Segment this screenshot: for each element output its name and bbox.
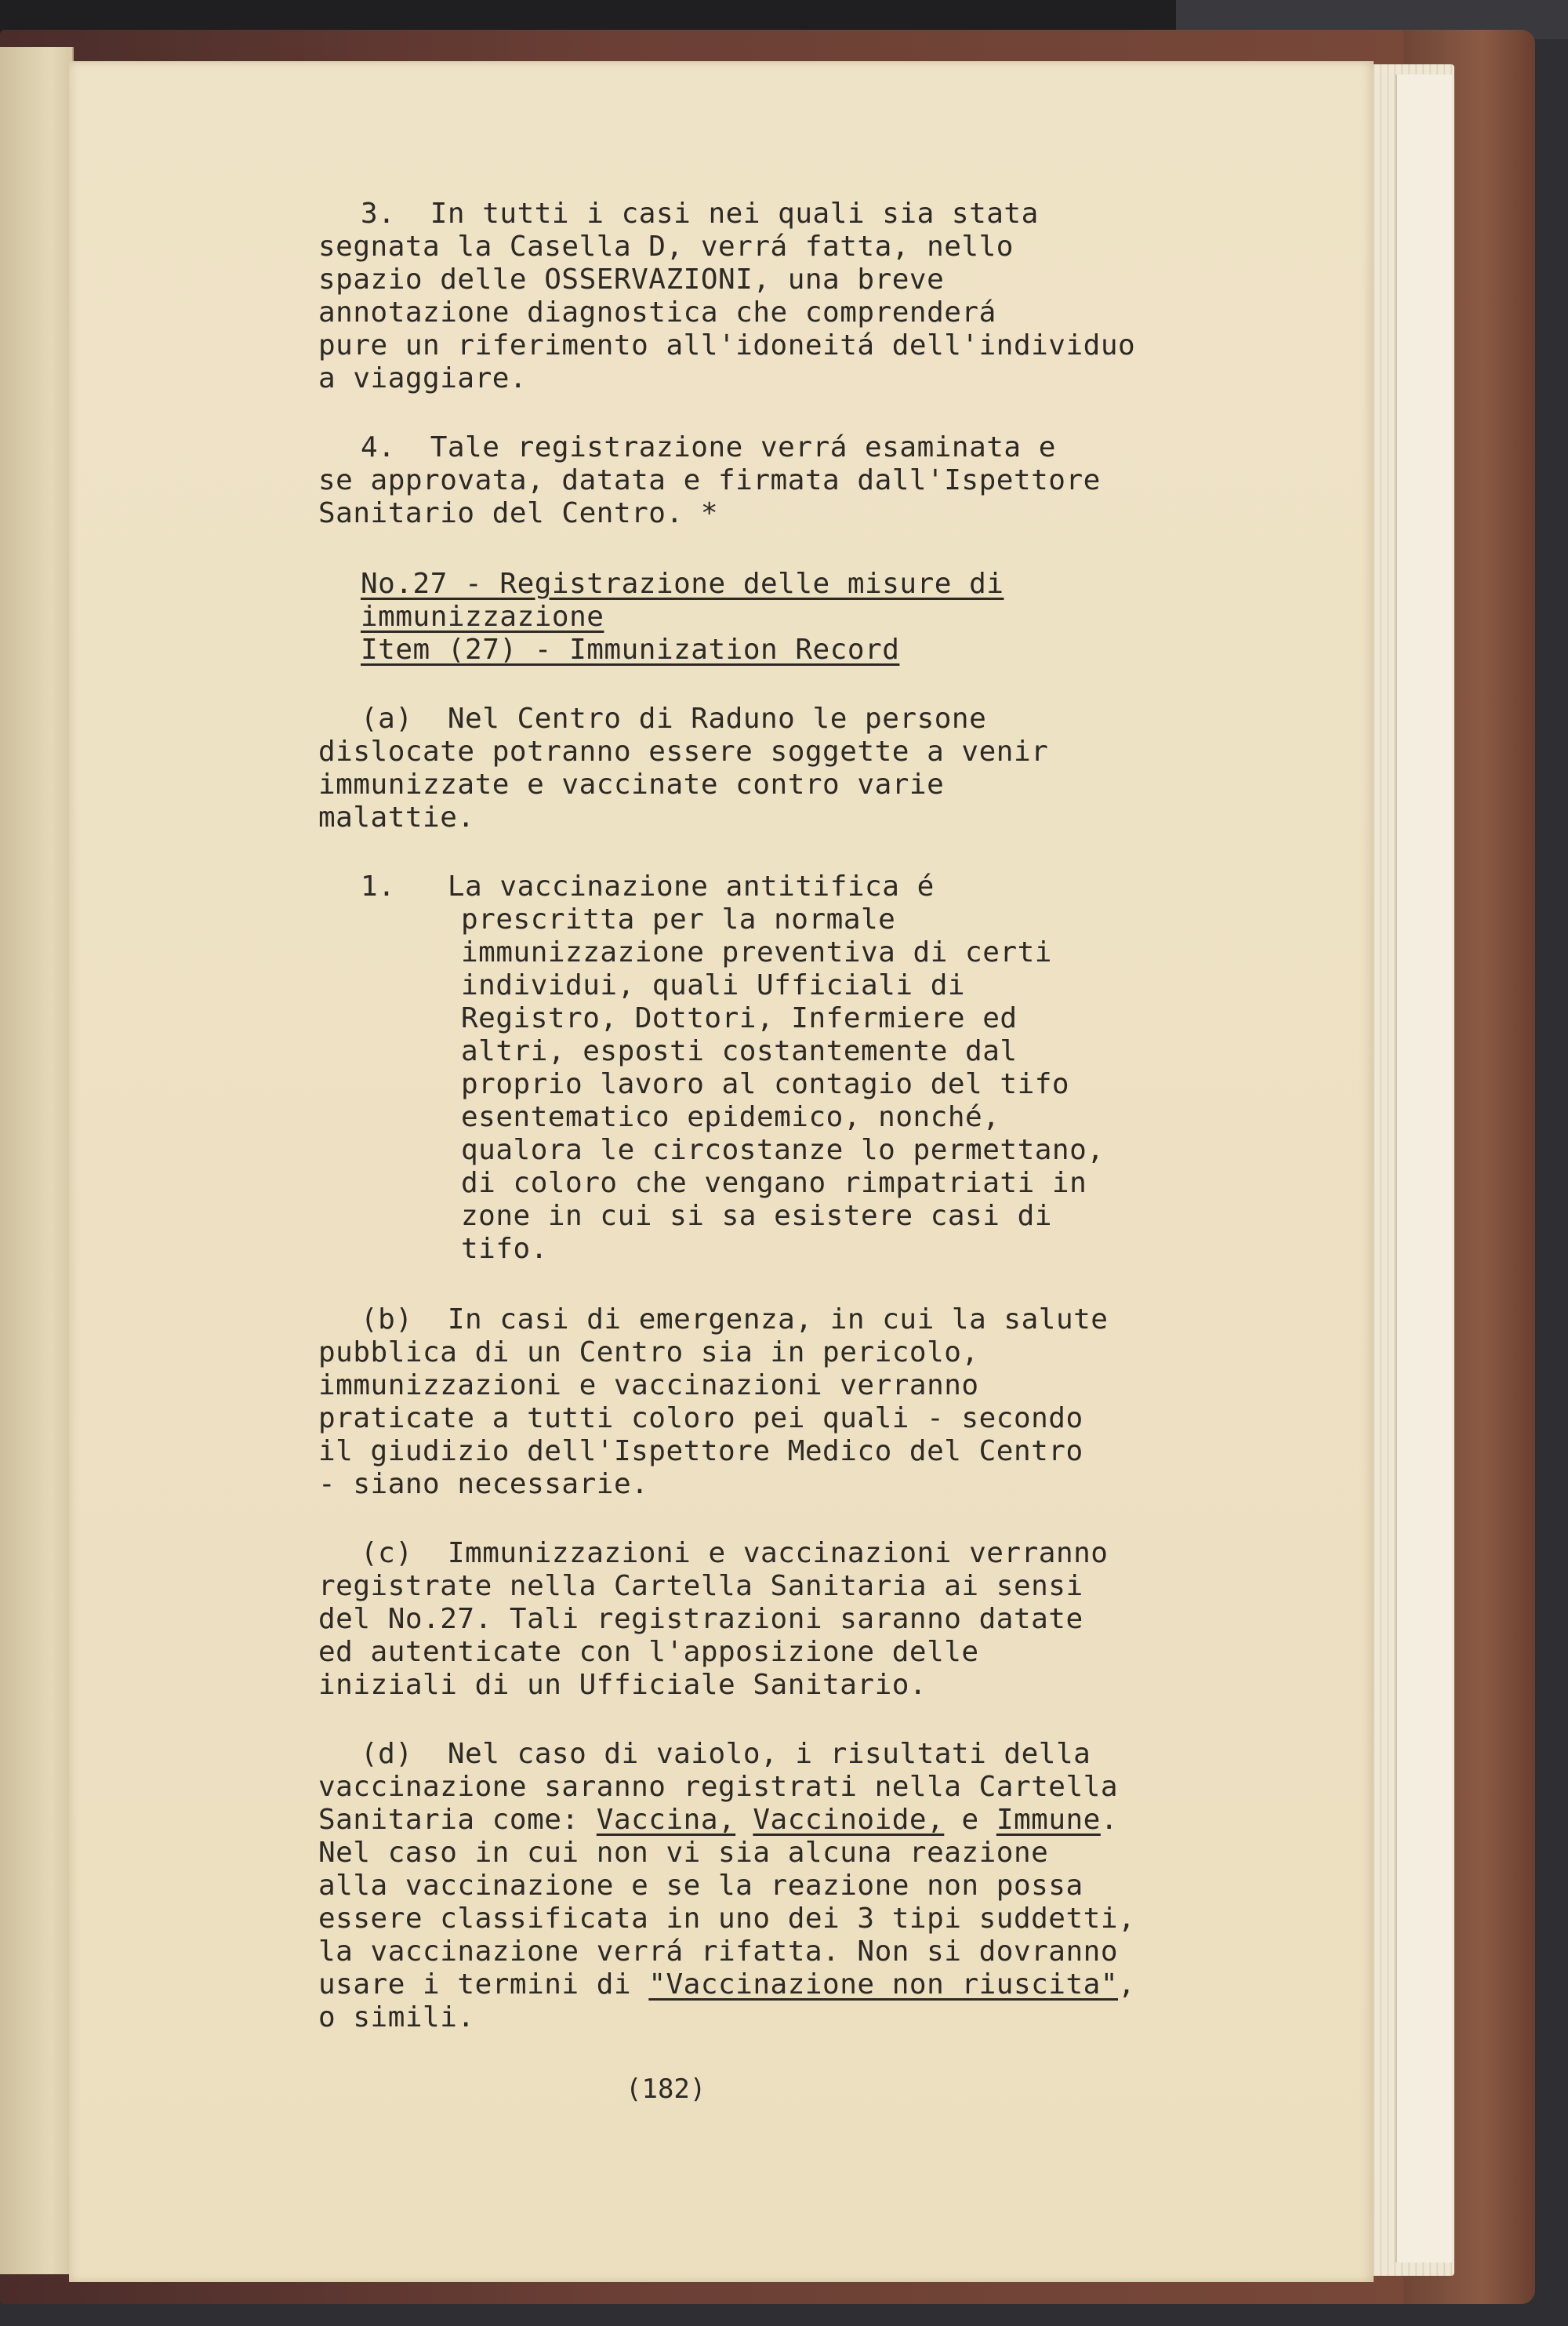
text-line: individui, quali Ufficiali di	[461, 969, 966, 1001]
text-line: pure un riferimento all'idoneitá dell'individuo	[318, 329, 1136, 362]
underlined-term: Vaccina,	[596, 1804, 736, 1836]
text-line: altri, esposti costantemente dal	[461, 1035, 1018, 1067]
page-number: (182)	[626, 2073, 706, 2105]
text-line: di coloro che vengano rimpatriati in	[461, 1167, 1087, 1199]
text-line: malattie.	[318, 801, 475, 834]
heading-line: Item (27) - Immunization Record	[361, 634, 900, 666]
text-span: .	[1100, 1804, 1119, 1836]
page-stack-inner	[1396, 75, 1452, 2262]
text-line: la vaccinazione verrá rifatta. Non si dovranno	[318, 1935, 1118, 1968]
text-line: proprio lavoro al contagio del tifo	[461, 1068, 1070, 1100]
heading-line: immunizzazione	[361, 601, 604, 633]
left-page-edge	[0, 47, 74, 2274]
text-line: spazio delle OSSERVAZIONI, una breve	[318, 263, 945, 296]
text-line: 1. La vaccinazione antitifica é	[361, 870, 935, 903]
text-line: alla vaccinazione e se la reazione non possa	[318, 1870, 1083, 1902]
text-line: ed autenticate con l'apposizione delle	[318, 1636, 979, 1668]
text-line: qualora le circostanze lo permettano,	[461, 1134, 1105, 1166]
text-line: 4. Tale registrazione verrá esaminata e	[361, 431, 1056, 463]
text-span: usare i termini di	[318, 1968, 649, 2001]
underlined-term: Immune	[996, 1804, 1101, 1836]
text-line: Registro, Dottori, Infermiere ed	[461, 1002, 1018, 1034]
underlined-term: Vaccinoide,	[753, 1804, 945, 1836]
document-page	[69, 61, 1374, 2282]
text-line: il giudizio dell'Ispettore Medico del Centro	[318, 1435, 1083, 1467]
text-line: a viaggiare.	[318, 362, 528, 394]
text-line: prescritta per la normale	[461, 903, 896, 936]
text-line: se approvata, datata e firmata dall'Ispettore	[318, 464, 1101, 496]
text-line: esentematico epidemico, nonché,	[461, 1101, 1000, 1133]
text-line: pubblica di un Centro sia in pericolo,	[318, 1336, 979, 1368]
text-line: - siano necessarie.	[318, 1468, 649, 1500]
text-line: immunizzate e vaccinate contro varie	[318, 769, 945, 801]
text-line: praticate a tutti coloro pei quali - secondo	[318, 1402, 1083, 1434]
text-line: immunizzazioni e vaccinazioni verranno	[318, 1369, 979, 1401]
text-line: essere classificata in uno dei 3 tipi suddetti,	[318, 1903, 1136, 1935]
text-line-with-terms	[318, 1804, 1118, 1837]
text-line: iniziali di un Ufficiale Sanitario.	[318, 1669, 927, 1701]
text-line: o simili.	[318, 2001, 475, 2033]
text-line: (d) Nel caso di vaiolo, i risultati della	[361, 1738, 1091, 1770]
text-line: dislocate potranno essere soggette a venir	[318, 736, 1049, 768]
underlined-term: "Vaccinazione non riuscita"	[648, 1968, 1119, 2001]
text-span	[735, 1804, 753, 1836]
text-line: registrate nella Cartella Sanitaria ai sensi	[318, 1570, 1083, 1602]
text-line: (b) In casi di emergenza, in cui la salute	[361, 1303, 1109, 1336]
text-line: del No.27. Tali registrazioni saranno datate	[318, 1603, 1083, 1635]
heading-line: No.27 - Registrazione delle misure di	[361, 568, 1004, 600]
text-line: 3. In tutti i casi nei quali sia stata	[361, 198, 1039, 230]
text-span: Sanitaria come:	[318, 1804, 597, 1836]
text-line: zone in cui si sa esistere casi di	[461, 1200, 1052, 1232]
text-span: e	[944, 1804, 996, 1836]
text-line: Nel caso in cui non vi sia alcuna reazione	[318, 1837, 1049, 1869]
text-line: annotazione diagnostica che comprenderá	[318, 296, 996, 329]
text-line: immunizzazione preventiva di certi	[461, 936, 1052, 969]
text-line: Sanitario del Centro. *	[318, 497, 718, 529]
text-line: (a) Nel Centro di Raduno le persone	[361, 703, 987, 735]
text-line-with-term	[318, 1968, 1135, 2001]
text-span: ,	[1118, 1968, 1136, 2001]
text-line: (c) Immunizzazioni e vaccinazioni verranno	[361, 1537, 1109, 1569]
text-line: vaccinazione saranno registrati nella Cartella	[318, 1771, 1118, 1803]
text-line: segnata la Casella D, verrá fatta, nello	[318, 231, 1014, 263]
text-line: tifo.	[461, 1233, 548, 1265]
